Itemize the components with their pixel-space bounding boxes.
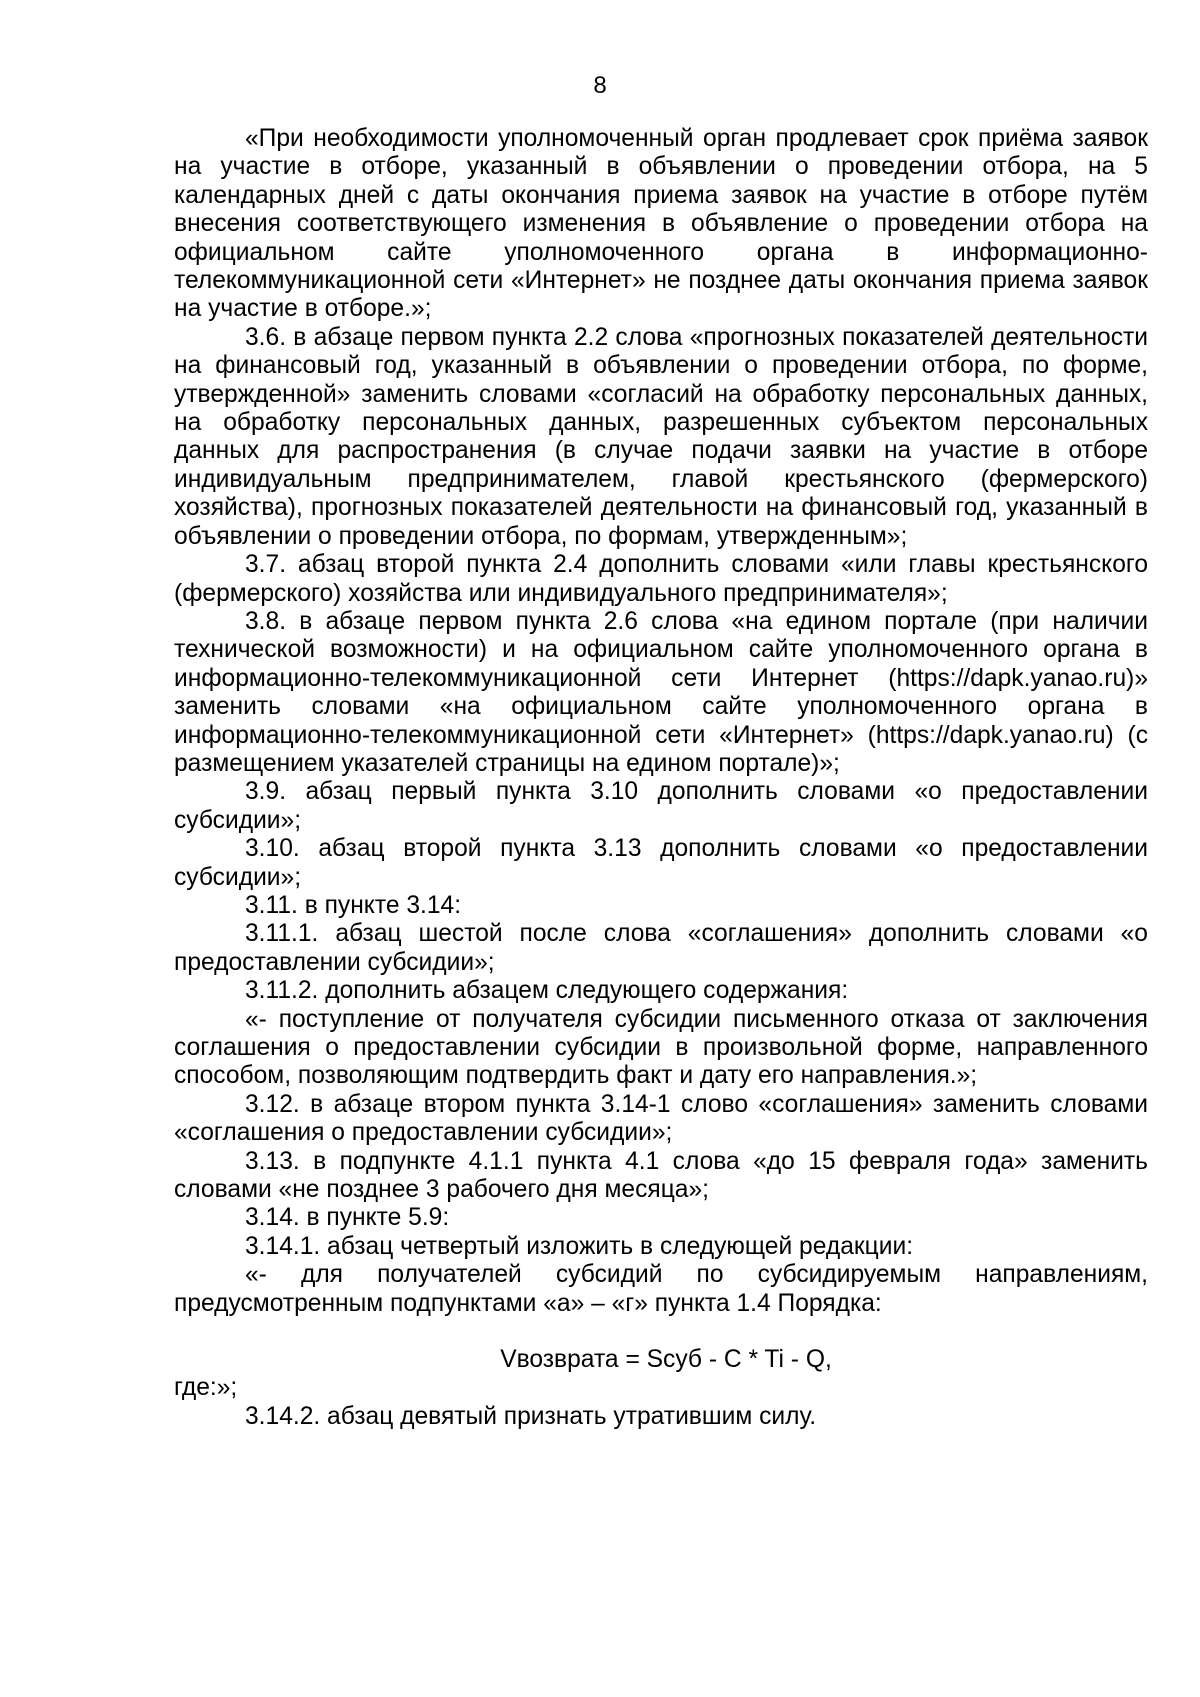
document-body [174, 125, 1148, 1431]
paragraph-3-13: 3.13. в подпункте 4.1.1 пункта 4.1 слова «до 15 февраля года» заменить словами «не позднее 3 рабочего дня месяца»; [174, 1147, 1148, 1204]
formula-where-line: где:»; [174, 1374, 238, 1402]
paragraph-3-12: 3.12. в абзаце втором пункта 3.14-1 слово «соглашения» заменить словами «соглашения о предоставлении субсидии»; [174, 1090, 1148, 1147]
paragraph-3-8: 3.8. в абзаце первом пункта 2.6 слова «на едином портале (при наличии технической возможности) и на официальном сайте уполномоченного органа в информационно-телекоммуникационной сети Интернет (https://dapk.yanao.ru)» заменить словами «на официальном сайте уполномоченного органа в информационно-телекоммуникационной сети «Интернет» (https://dapk.yanao.ru) (с размещением указателей страницы на едином портале)»; [174, 607, 1148, 777]
paragraph-quote-deadline-extension: «При необходимости уполномоченный орган продлевает срок приёма заявок на участие в отборе, указанный в объявлении о проведении отбора, на 5 календарных дней с даты окончания приема заявок на участие в отборе путём внесения соответствующего изменения в объявление о проведении отбора на официальном сайте уполномоченного органа в информационно-телекоммуникационной сети «Интернет» не позднее даты окончания приема заявок на участие в отборе.»; [174, 125, 1148, 323]
paragraph-quote-refusal: «- поступление от получателя субсидии письменного отказа от заключения соглашения о предоставлении субсидии в произвольной форме, направленного способом, позволяющим подтвердить факт и дату его направления.»; [174, 1005, 1148, 1090]
paragraph-3-7: 3.7. абзац второй пункта 2.4 дополнить словами «или главы крестьянского (фермерского) хозяйства или индивидуального предпринимателя»; [174, 551, 1148, 607]
refund-formula: Vвозврата = Sсуб - C * Ti - Q, [500, 1346, 832, 1374]
paragraph-3-10: 3.10. абзац второй пункта 3.13 дополнить словами «о предоставлении субсидии»; [174, 835, 1148, 891]
paragraph-3-14-1: 3.14.1. абзац четвертый изложить в следующей редакции: [245, 1232, 914, 1260]
paragraph-3-11-2: 3.11.2. дополнить абзацем следующего содержания: [245, 977, 849, 1005]
paragraph-3-14: 3.14. в пункте 5.9: [245, 1204, 450, 1232]
paragraph-3-9: 3.9. абзац первый пункта 3.10 дополнить словами «о предоставлении субсидии»; [174, 778, 1148, 834]
paragraph-quote-recipients: «- для получателей субсидий по субсидируемым направлениям, предусмотренным подпунктами «а» – «г» пункта 1.4 Порядка: [174, 1261, 1148, 1317]
paragraph-3-11: 3.11. в пункте 3.14: [245, 891, 462, 919]
paragraph-3-11-1: 3.11.1. абзац шестой после слова «соглашения» дополнить словами «о предоставлении субсидии»; [174, 920, 1148, 976]
page-number: 8 [593, 72, 607, 99]
paragraph-3-6: 3.6. в абзаце первом пункта 2.2 слова «прогнозных показателей деятельности на финансовый год, указанный в объявлении о проведении отбора, по форме, утвержденной» заменить словами «согласий на обработку персональных данных, на обработку персональных данных, разрешенных субъектом персональных данных для распространения (в случае подачи заявки на участие в отборе индивидуальным предпринимателем, главой крестьянского (фермерского) хозяйства), прогнозных показателей деятельности на финансовый год, указанный в объявлении о проведении отбора, по формам, утвержденным»; [174, 323, 1148, 550]
paragraph-3-14-2: 3.14.2. абзац девятый признать утратившим силу. [245, 1402, 817, 1430]
